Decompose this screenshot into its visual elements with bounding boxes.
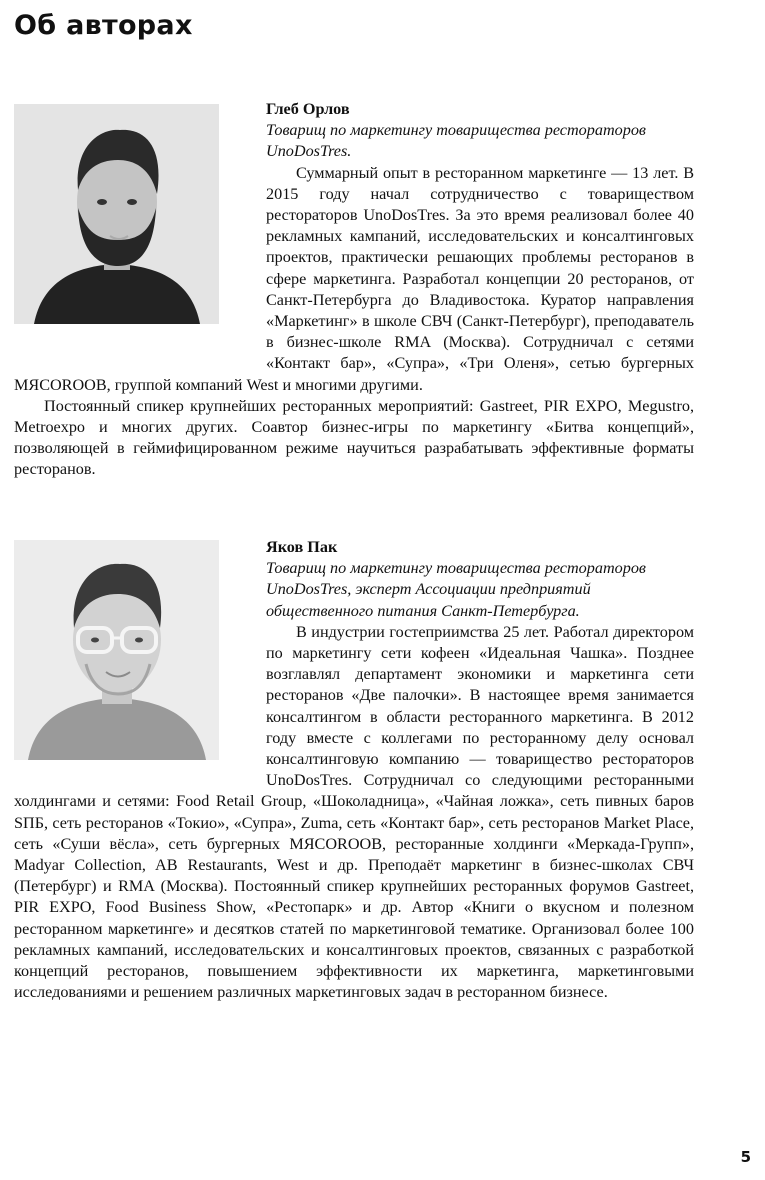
bio-paragraph: Постоянный спикер крупнейших ресторанных мероприятий: Gastreet, PIR EXPO, Megustro, Metroexpo и многих других. Соавтор бизнес-игры по маркетингу «Битва концепций», позволяющей в геймифицированном режиме научиться разрабатывать эффективные форматы ресторанов. [14,396,694,479]
photo-spacer [14,537,266,787]
page-title: Об авторах [14,10,193,41]
photo-spacer [14,99,266,371]
author-role: Товарищ по маркетингу товарищества рестораторов UnoDosTres. [266,121,646,161]
page-number: 5 [740,1148,751,1166]
author-role: Товарищ по маркетингу товарищества рестораторов UnoDosTres, эксперт Ассоциации предприятий общественного питания Санкт-Петербурга. [266,559,646,620]
author-bio-yakov-pak [14,537,694,1003]
author-bio-gleb-orlov [14,99,694,481]
author-name: Глеб Орлов [266,100,350,118]
bio-paragraph: В индустрии гостеприимства 25 лет. Работал директором по маркетингу сети кофеен «Идеальная Чашка». Позднее возглавлял департамент экономики и маркетинга сети ресторанов «Две палочки». В настоящее время занимается консалтингом в области ресторанного маркетинга. В 2012 году вместе с коллегами по ресторанному делу основал консалтинговую компанию — товарищество рестораторов UnoDosTres. Сотрудничал со следующими ресторанными холдингами и сетями: Food Retail Group, «Шоколадница», «Чайная ложка», сеть пивных баров SПБ, сеть ресторанов «Токио», «Супра», Zuma, сеть «Контакт бар», сеть ресторанов Market Place, сеть «Суши вёсла», сеть бургерных МЯСОROOB, ресторанные холдинги «Меркада-Групп», Madyar Collection, AB Restaurants, West и др. Преподаёт маркетинг в бизнес-школах СВЧ (Петербург) и RMA (Москва). Постоянный спикер крупнейших ресторанных форумов Gastreet, PIR EXPO, Food Business Show, «Рестопарк» и др. Автор «Книги о вкусном и полезном ресторанном маркетинге» и десятков статей по маркетинговой тематике. Организовал более 100 рекламных кампаний, исследовательских и консалтинговых проектов, связанных с разработкой концепций ресторанов, повышением эффективности их маркетинга, маркетинговыми исследованиями и решением различных маркетинговых задач в ресторанном бизнесе. [14,622,694,1002]
bio-paragraph: Суммарный опыт в ресторанном маркетинге — 13 лет. В 2015 году начал сотрудничество с товариществом рестораторов UnoDosTres. За это время реализовал более 40 рекламных кампаний, исследовательских и консалтинговых проектов, практически решающих проблемы ресторанов в сфере маркетинга. Разработал концепции 20 ресторанов, от Санкт-Петербурга до Владивостока. Куратор направления «Маркетинг» в школе СВЧ (Санкт-Петербург), преподаватель в бизнес-школе RMA (Москва). Сотрудничал с сетями «Контакт бар», «Супра», «Три Оленя», сетью бургерных МЯСОROOB, группой компаний West и многими другими. [14,163,694,394]
author-name: Яков Пак [266,538,338,556]
